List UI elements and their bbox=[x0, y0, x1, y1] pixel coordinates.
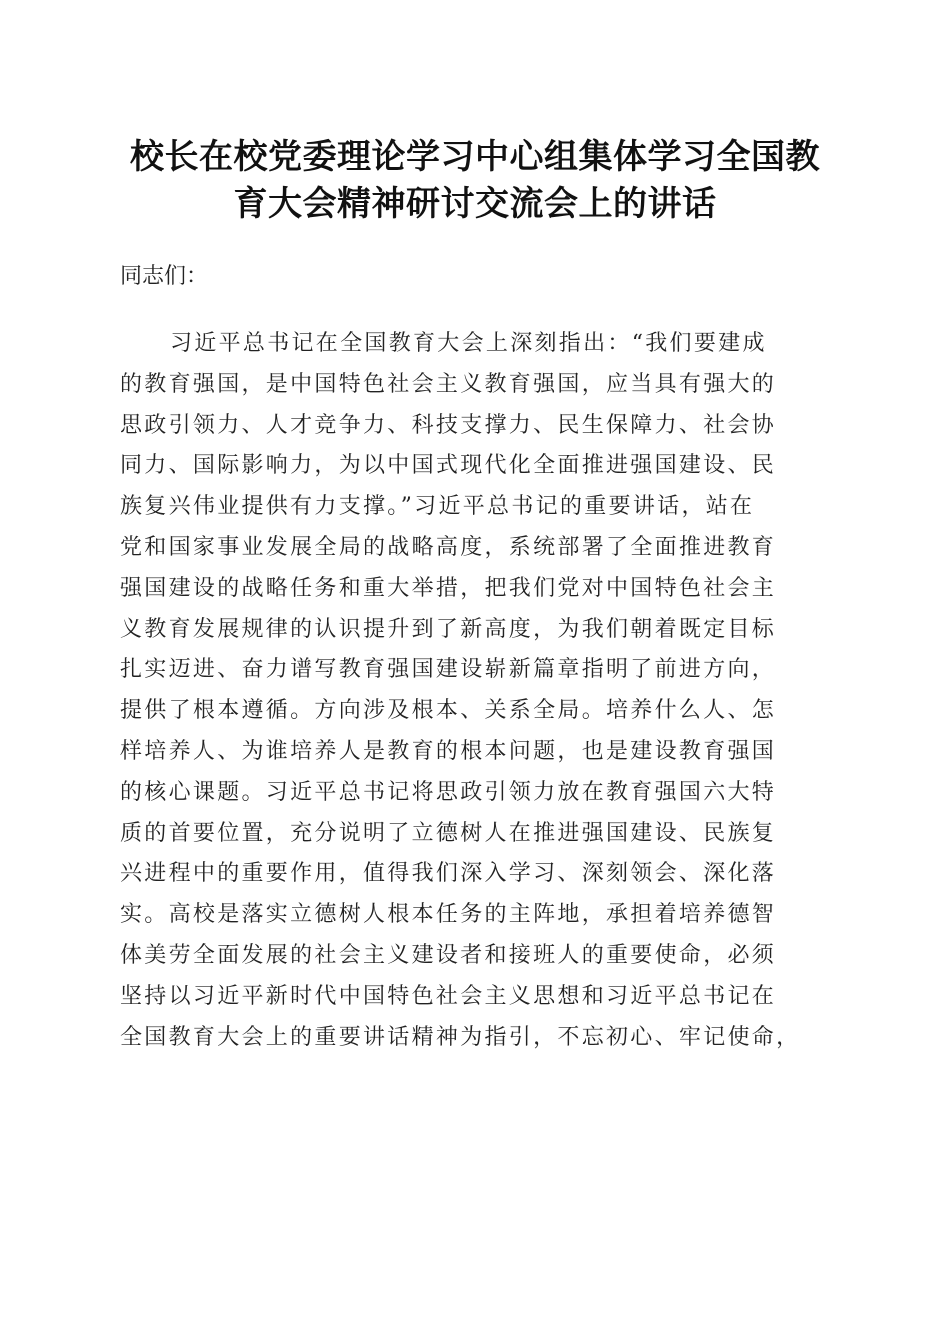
body-line: 思政引领力、人才竞争力、科技支撑力、民生保障力、社会协 bbox=[120, 412, 777, 438]
body-line: 坚持以习近平新时代中国特色社会主义思想和习近平总书记在 bbox=[120, 983, 777, 1009]
body-line: 全国教育大会上的重要讲话精神为指引，不忘初心、牢记使命， bbox=[120, 1024, 801, 1050]
body-line: 样培养人、为谁培养人是教育的根本问题，也是建设教育强国 bbox=[120, 738, 777, 764]
body-line: 义教育发展规律的认识提升到了新高度，为我们朝着既定目标 bbox=[120, 616, 777, 642]
body-line: 质的首要位置，充分说明了立德树人在推进强国建设、民族复 bbox=[120, 820, 777, 846]
body-line: 的核心课题。习近平总书记将思政引领力放在教育强国六大特 bbox=[120, 779, 777, 805]
body-line: 扎实迈进、奋力谱写教育强国建设崭新篇章指明了前进方向， bbox=[120, 657, 777, 683]
body-line: 习近平总书记在全国教育大会上深刻指出：“我们要建成 bbox=[170, 331, 767, 356]
body-line: 强国建设的战略任务和重大举措，把我们党对中国特色社会主 bbox=[120, 575, 777, 601]
body-line: 提供了根本遵循。方向涉及根本、关系全局。培养什么人、怎 bbox=[120, 698, 777, 724]
body-line: 党和国家事业发展全局的战略高度，系统部署了全面推进教育 bbox=[120, 534, 777, 560]
body-line: 体美劳全面发展的社会主义建设者和接班人的重要使命，必须 bbox=[120, 942, 777, 968]
body-line: 同力、国际影响力，为以中国式现代化全面推进强国建设、民 bbox=[120, 453, 777, 479]
body-line: 的教育强国，是中国特色社会主义教育强国，应当具有强大的 bbox=[120, 371, 777, 397]
body-line: 实。高校是落实立德树人根本任务的主阵地，承担着培养德智 bbox=[120, 902, 777, 928]
document-title bbox=[100, 134, 850, 228]
title-line: 校长在校党委理论学习中心组集体学习全国教 bbox=[130, 137, 820, 177]
body-line: 兴进程中的重要作用，值得我们深入学习、深刻领会、深化落 bbox=[120, 861, 777, 887]
salutation: 同志们： bbox=[120, 264, 209, 289]
title-line: 育大会精神研讨交流会上的讲话 bbox=[233, 184, 717, 224]
body-paragraph bbox=[120, 324, 840, 1058]
body-line: 族复兴伟业提供有力支撑。”习近平总书记的重要讲话，站在 bbox=[120, 494, 755, 520]
